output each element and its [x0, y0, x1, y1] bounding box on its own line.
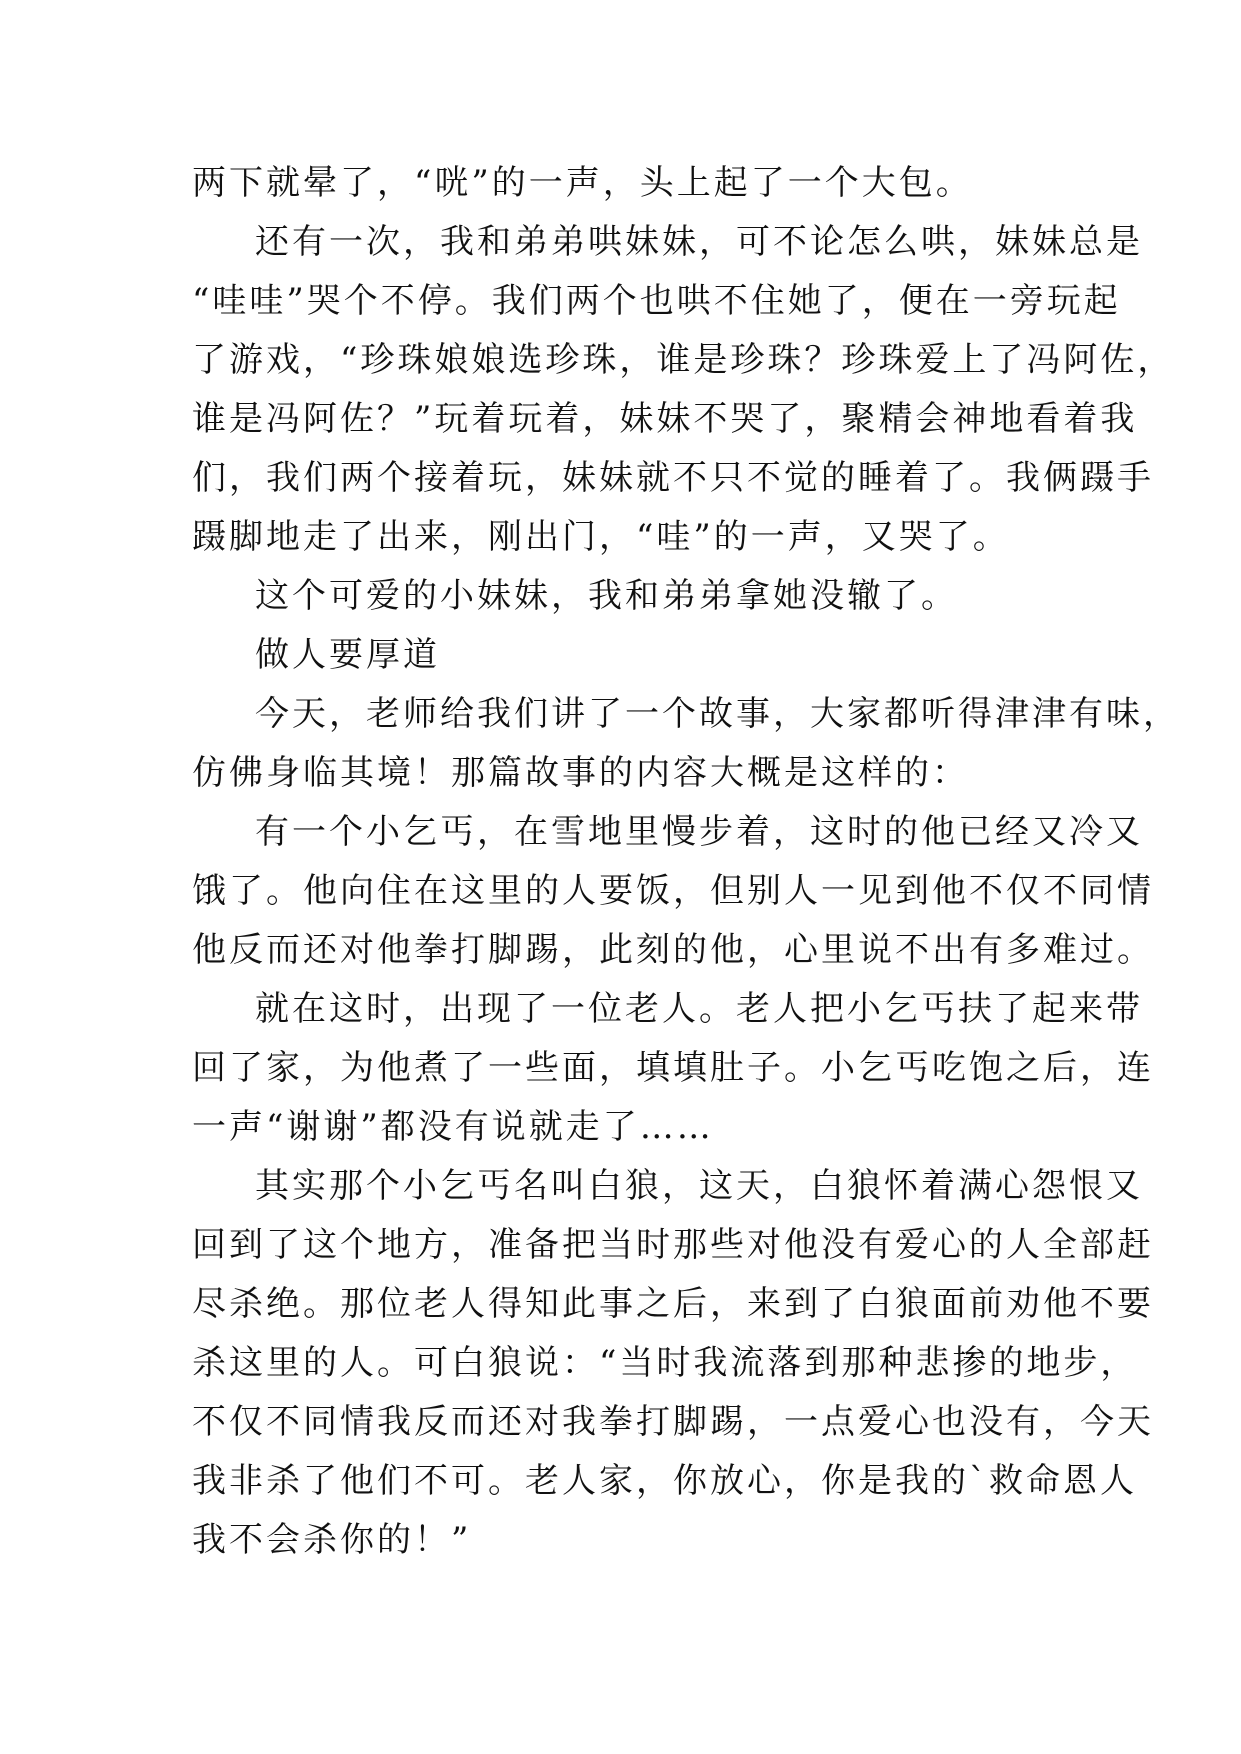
text-line: 有一个小乞丐，在雪地里慢步着，这时的他已经又冷又 — [255, 812, 1143, 852]
section-heading: 做人要厚道 — [255, 635, 440, 675]
text-line: 今天，老师给我们讲了一个故事，大家都听得津津有味， — [255, 694, 1180, 734]
text-line: 尽杀绝。那位老人得知此事之后，来到了白狼面前劝他不要 — [192, 1284, 1154, 1324]
text-line: 仿佛身临其境！那篇故事的内容大概是这样的： — [192, 753, 969, 793]
text-line: 我非杀了他们不可。老人家，你放心，你是我的`救命恩人 — [192, 1461, 1137, 1501]
text-line: 不仅不同情我反而还对我拳打脚踢，一点爱心也没有，今天 — [192, 1402, 1154, 1442]
text-line: 回到了这个地方，准备把当时那些对他没有爱心的人全部赶 — [192, 1225, 1154, 1265]
text-line: 一声“谢谢”都没有说就走了…… — [192, 1107, 714, 1147]
text-line: 这个可爱的小妹妹，我和弟弟拿她没辙了。 — [255, 576, 958, 616]
text-line: 回了家，为他煮了一些面，填填肚子。小乞丐吃饱之后，连 — [192, 1048, 1154, 1088]
text-line: 们，我们两个接着玩，妹妹就不只不觉的睡着了。我俩蹑手 — [192, 458, 1154, 498]
text-line: 饿了。他向住在这里的人要饭，但别人一见到他不仅不同情 — [192, 871, 1154, 911]
text-line: 两下就晕了，“咣”的一声，头上起了一个大包。 — [192, 163, 973, 203]
document-body — [192, 154, 1180, 1570]
text-line: 了游戏，“珍珠娘娘选珍珠，谁是珍珠？珍珠爱上了冯阿佐， — [192, 340, 1175, 380]
text-line: 其实那个小乞丐名叫白狼，这天，白狼怀着满心怨恨又 — [255, 1166, 1143, 1206]
text-line: 谁是冯阿佐？”玩着玩着，妹妹不哭了，聚精会神地看着我 — [192, 399, 1138, 439]
text-line: 蹑脚地走了出来，刚出门，“哇”的一声，又哭了。 — [192, 517, 1010, 557]
text-line: 就在这时，出现了一位老人。老人把小乞丐扶了起来带 — [255, 989, 1143, 1029]
text-line: 还有一次，我和弟弟哄妹妹，可不论怎么哄，妹妹总是 — [255, 222, 1143, 262]
text-line: “哇哇”哭个不停。我们两个也哄不住她了，便在一旁玩起 — [192, 281, 1121, 321]
text-line: 我不会杀你的！” — [192, 1520, 472, 1560]
text-line: 杀这里的人。可白狼说：“当时我流落到那种悲掺的地步， — [192, 1343, 1138, 1383]
text-line: 他反而还对他拳打脚踢，此刻的他，心里说不出有多难过。 — [192, 930, 1154, 970]
